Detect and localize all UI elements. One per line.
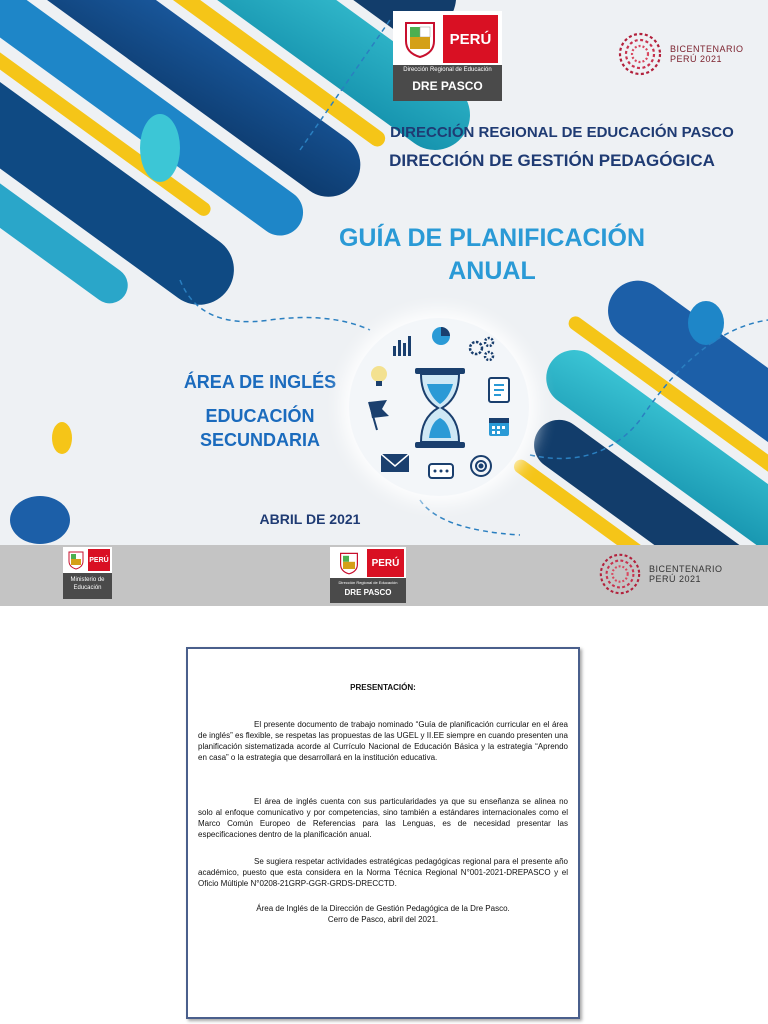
bicentenario-line2: PERÚ 2021 [670, 54, 723, 64]
area-label: ÁREA DE INGLÉS [183, 372, 337, 392]
minedu-logo [63, 547, 112, 599]
minedu-line1: Ministerio de [70, 577, 105, 583]
calendar-icon [489, 418, 509, 436]
footer-bicentenario-logo [597, 551, 723, 597]
presentation-paragraph-1: El presente documento de trabajo nominado “Guía de planificación curricular en el área de inglés” es flexible, se respetas las propuestas de las UGEL y II.EE siempre en cuando presenten una planificación sistematizada acorde al Currículo Nacional de Educación Básica y la estrategia “Aprendo en casa” o la estrategia que desarrollará en la institución educativa. [198, 720, 568, 762]
planning-icons-circle [349, 318, 529, 496]
footer-dre-name: DRE PASCO [344, 588, 392, 597]
title-line-1: GUÍA DE PLANIFICACIÓN [338, 224, 646, 252]
coat-of-arms-icon [65, 549, 87, 571]
coat-of-arms-icon [397, 15, 443, 63]
minedu-line2: Educación [73, 585, 102, 591]
footer-dre-subtitle: Dirección Regional de Educación [338, 580, 398, 585]
pie-chart-icon [432, 327, 450, 345]
hourglass-icon [415, 368, 465, 448]
footer-dre-peru-label: PERÚ [367, 549, 404, 577]
presentation-paragraph-3: Se sugiera respetar actividades estratégicas pedagógicas regional para el presente año académico, puesto que esta considera en la Norma Técnica Regional N°001-2021-DREPASCO y el Oficio Múltiple N°0208-21GRP-GGR-GRDS-DRECCTD. [198, 857, 568, 888]
level-line-1: EDUCACIÓN [205, 406, 315, 426]
minedu-name [63, 576, 112, 592]
signature-line-1: Área de Inglés de la Dirección de Gestión Pedagógica de la Dre Pasco. [256, 904, 510, 913]
dre-name: DRE PASCO [412, 79, 483, 93]
heading-gestion-pedagogica: DIRECCIÓN DE GESTIÓN PEDAGÓGICA [389, 151, 715, 170]
bicentenario-logo-icon [616, 30, 664, 78]
footer-dre-pasco-logo [330, 547, 406, 603]
bicentenario-logo [616, 30, 744, 78]
presentation-paragraph-2: El área de inglés cuenta con sus particularidades ya que su enseñanza se alinea no solo al enfoque comunicativo y por competencias, sino también a estándares internacionales como el Marco Común Europeo de Referencias para las Lenguas, es de necesidad presentar las especificaciones dentro de la planificación anual. [198, 797, 568, 839]
chat-icon [429, 464, 453, 478]
publication-date: ABRIL DE 2021 [259, 511, 361, 527]
document-title [300, 222, 684, 288]
bar-chart-icon [393, 336, 411, 356]
level-label [140, 404, 380, 452]
peru-label: PERÚ [443, 15, 498, 63]
presentation-heading: PRESENTACIÓN: [350, 683, 416, 692]
bicentenario-logo-icon [597, 551, 643, 597]
title-line-2: ANUAL [448, 257, 536, 285]
target-icon [471, 456, 491, 476]
dre-pasco-logo [393, 11, 502, 101]
footer-bicentenario-line1: BICENTENARIO [649, 564, 723, 574]
document-icon [489, 378, 509, 402]
heading-dre-pasco: DIRECCIÓN REGIONAL DE EDUCACIÓN PASCO [390, 124, 734, 141]
flag-icon [369, 400, 389, 430]
gears-icon [470, 338, 493, 360]
coat-of-arms-icon [332, 549, 366, 577]
lightbulb-icon [371, 366, 387, 386]
bicentenario-line1: BICENTENARIO [670, 44, 744, 54]
footer-bicentenario-line2: PERÚ 2021 [649, 574, 702, 584]
signature-line-2: Cerro de Pasco, abril del 2021. [327, 915, 439, 924]
minedu-peru-label: PERÚ [88, 549, 110, 571]
presentation-page [186, 647, 580, 1019]
mail-icon [381, 454, 409, 472]
dre-subtitle: Dirección Regional de Educación [403, 67, 492, 73]
level-line-2: SECUNDARIA [199, 430, 320, 450]
